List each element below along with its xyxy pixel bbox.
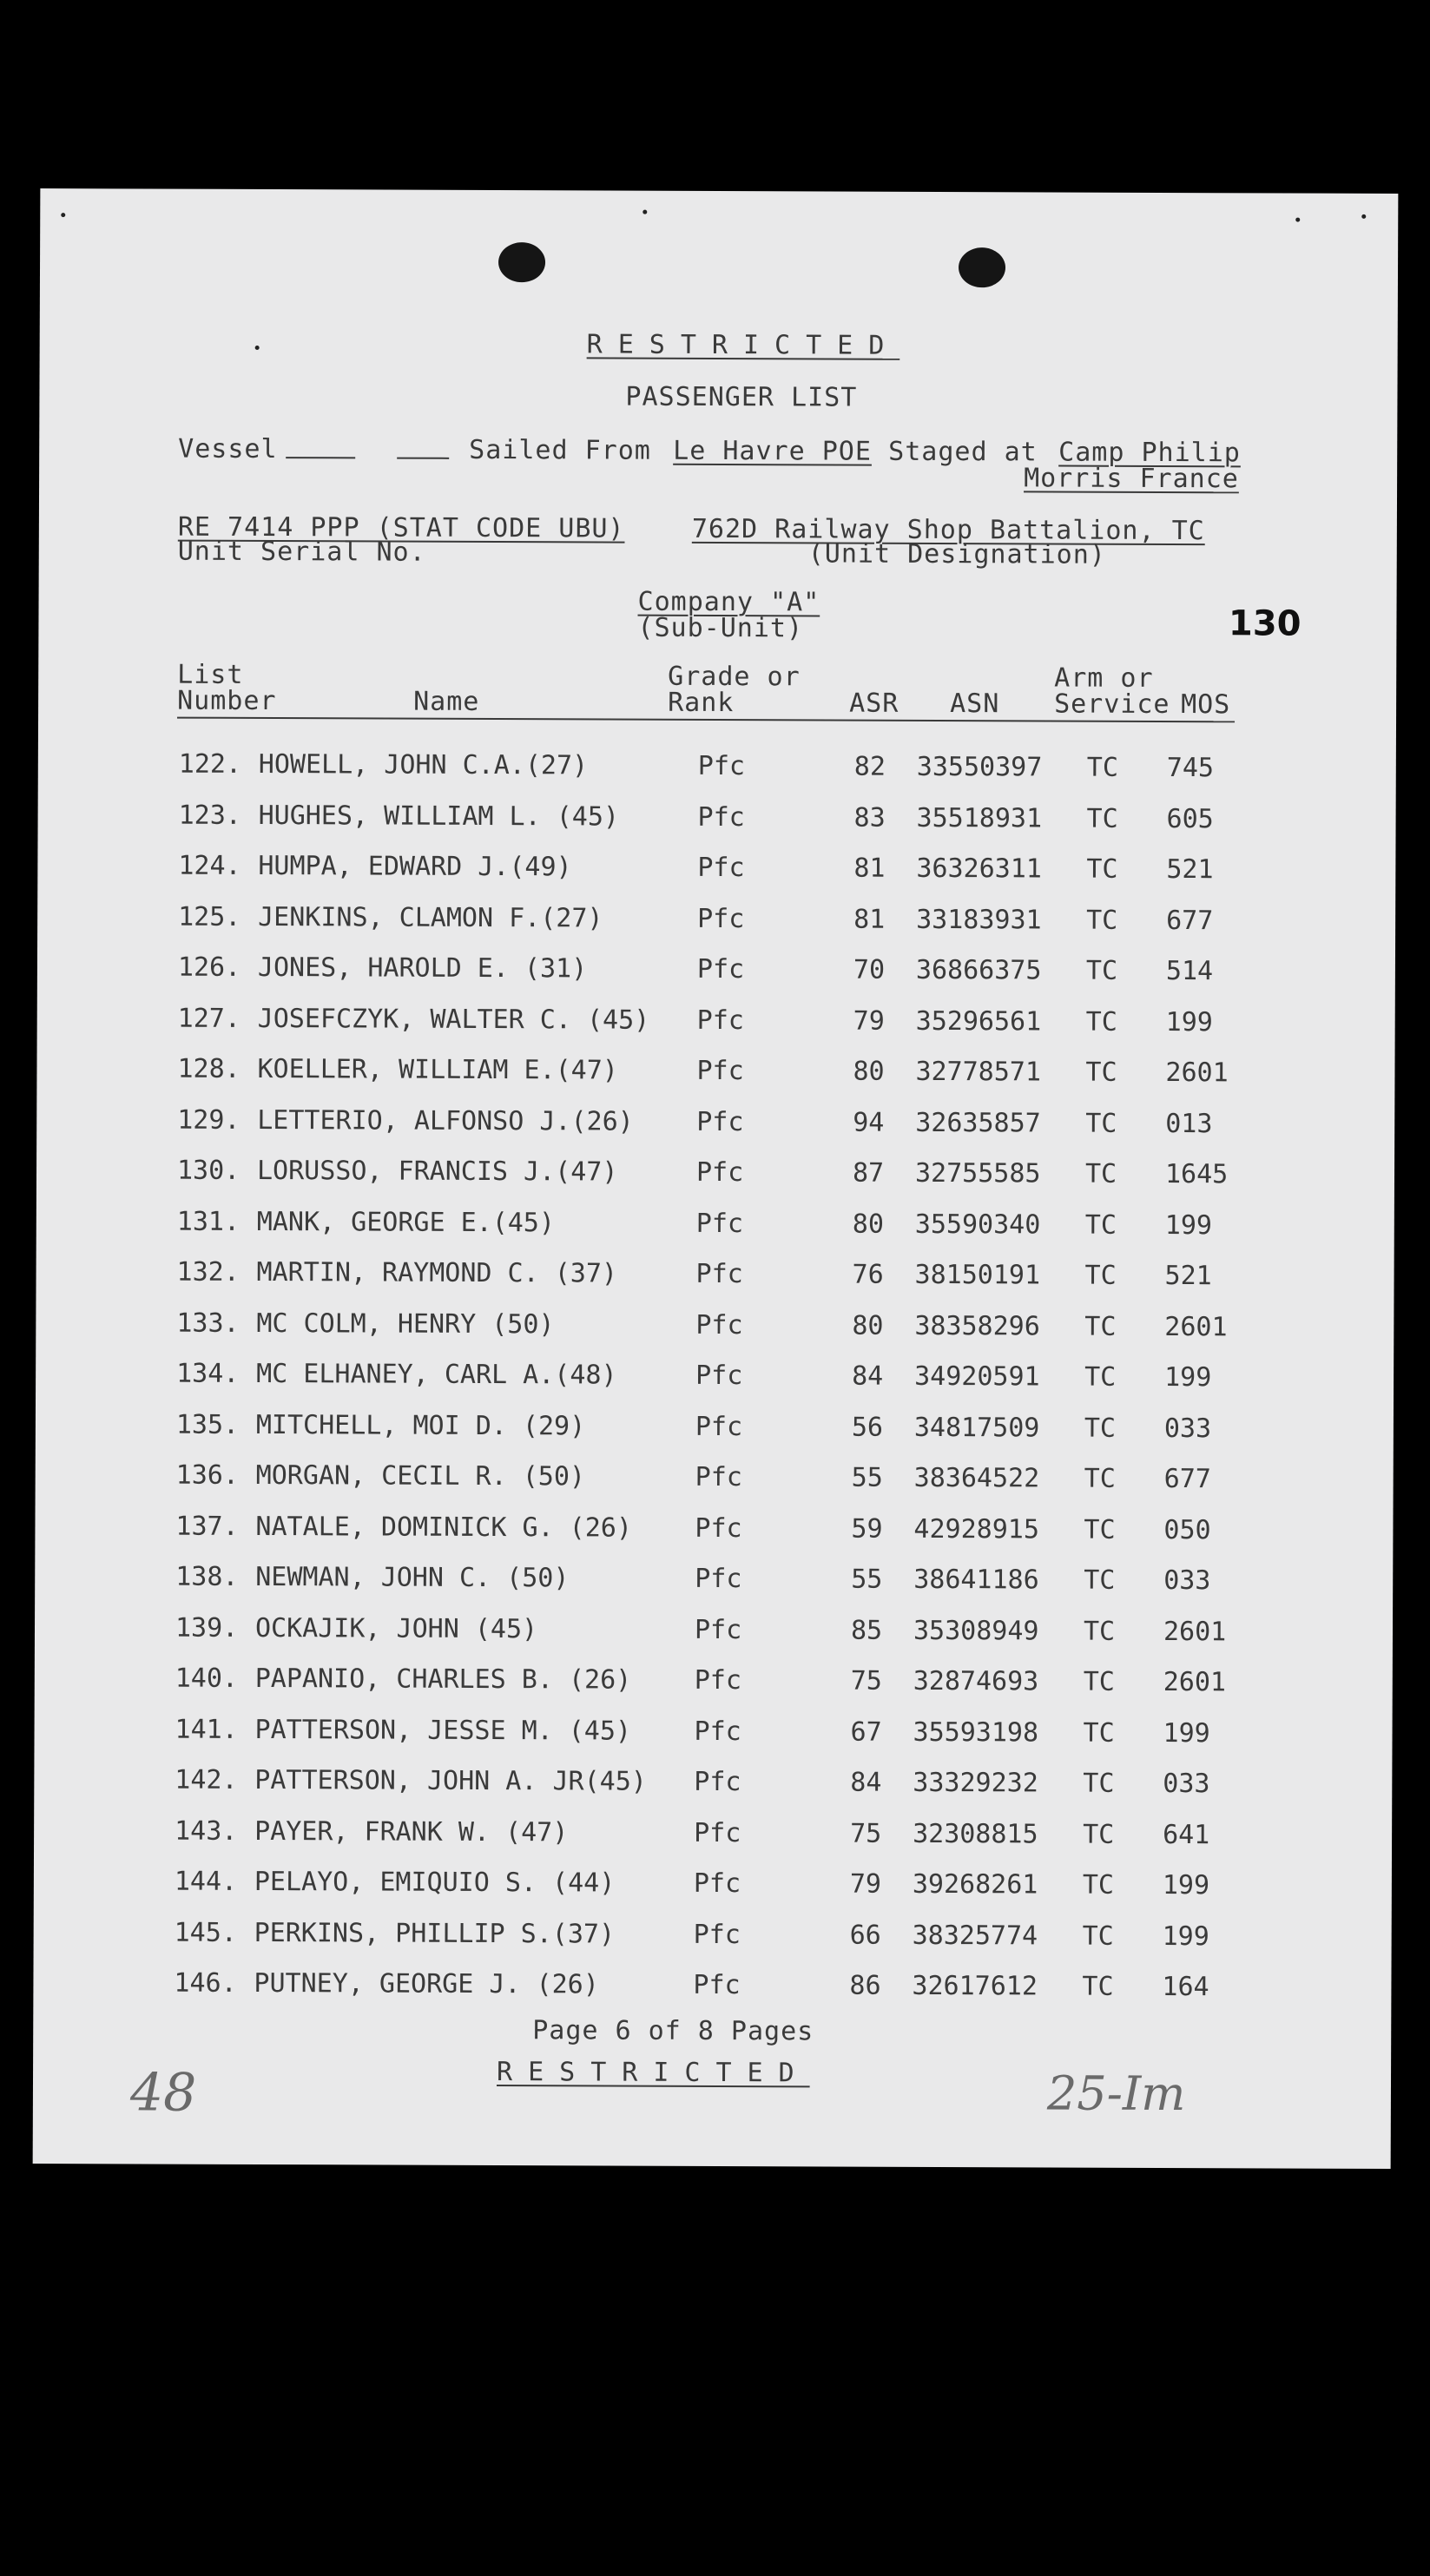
sailed-from-value: Le Havre POE bbox=[673, 435, 873, 467]
staged-at-label: Staged at bbox=[888, 436, 1038, 468]
row-name: PELAYO, EMIQUIO S. (44) bbox=[254, 1866, 616, 1899]
header-name: Name bbox=[413, 686, 480, 717]
row-mos: 745 bbox=[1166, 752, 1215, 784]
row-number: 127. bbox=[177, 1003, 241, 1034]
row-grade: Pfc bbox=[695, 1258, 743, 1290]
row-arm: TC bbox=[1086, 752, 1119, 783]
row-mos: 677 bbox=[1166, 905, 1214, 936]
row-mos: 033 bbox=[1163, 1413, 1212, 1444]
row-number: 128. bbox=[177, 1053, 241, 1084]
row-arm: TC bbox=[1083, 1768, 1115, 1799]
punch-hole bbox=[959, 247, 1005, 287]
table-row bbox=[36, 1307, 1338, 1347]
footer-restricted: RESTRICTED bbox=[496, 2057, 810, 2089]
row-name: JOSEFCZYK, WALTER C. (45) bbox=[257, 1003, 650, 1036]
table-row bbox=[36, 1408, 1338, 1448]
row-asr: 80 bbox=[852, 1310, 884, 1341]
row-number: 125. bbox=[178, 901, 241, 932]
row-name: MC COLM, HENRY (50) bbox=[256, 1308, 555, 1340]
table-row bbox=[34, 1866, 1336, 1906]
handwritten-note-left: 48 bbox=[129, 2062, 197, 2124]
row-asn: 32635857 bbox=[915, 1107, 1041, 1138]
stamp-number: 130 bbox=[1228, 603, 1301, 644]
sub-unit-label: (Sub-Unit) bbox=[637, 612, 804, 644]
row-arm: TC bbox=[1083, 1666, 1115, 1697]
row-number: 137. bbox=[175, 1511, 239, 1542]
row-asn: 38364522 bbox=[913, 1462, 1040, 1494]
row-mos: 199 bbox=[1162, 1920, 1209, 1952]
table-row bbox=[36, 1256, 1338, 1296]
row-grade: Pfc bbox=[697, 903, 745, 934]
row-arm: TC bbox=[1084, 1565, 1116, 1596]
row-asr: 66 bbox=[849, 1920, 881, 1951]
punch-hole bbox=[498, 242, 545, 282]
table-row bbox=[37, 1002, 1340, 1042]
row-number: 124. bbox=[178, 850, 241, 881]
row-asn: 33329232 bbox=[913, 1767, 1038, 1799]
row-mos: 033 bbox=[1163, 1565, 1211, 1597]
table-row bbox=[34, 1764, 1336, 1804]
row-grade: Pfc bbox=[695, 1461, 742, 1493]
row-number: 123. bbox=[178, 800, 241, 831]
header-arm-line1: Arm or bbox=[1054, 662, 1154, 694]
row-mos: 050 bbox=[1163, 1514, 1211, 1545]
row-arm: TC bbox=[1084, 1413, 1117, 1444]
row-asr: 82 bbox=[853, 751, 886, 782]
header-restricted: RESTRICTED bbox=[586, 329, 900, 361]
table-row bbox=[36, 1358, 1338, 1398]
handwritten-note-right: 25-Im bbox=[1046, 2065, 1186, 2122]
row-grade: Pfc bbox=[693, 1868, 741, 1900]
row-asn: 32308815 bbox=[913, 1818, 1038, 1849]
header-arm-line2: Service bbox=[1054, 688, 1170, 721]
table-row bbox=[33, 1967, 1335, 2007]
row-mos: 199 bbox=[1164, 1209, 1213, 1241]
row-mos: 605 bbox=[1166, 803, 1214, 834]
row-number: 136. bbox=[175, 1459, 240, 1491]
row-name: PAPANIO, CHARLES B. (26) bbox=[254, 1663, 632, 1696]
row-arm: TC bbox=[1082, 1920, 1114, 1952]
table-row bbox=[37, 900, 1340, 940]
row-asn: 35308949 bbox=[913, 1615, 1039, 1646]
row-arm: TC bbox=[1085, 1108, 1117, 1139]
row-number: 133. bbox=[176, 1308, 240, 1339]
row-asn: 38325774 bbox=[912, 1920, 1038, 1951]
table-row bbox=[35, 1510, 1337, 1550]
row-name: PAYER, FRANK W. (47) bbox=[254, 1815, 569, 1848]
staged-at-value-line1: Camp Philip bbox=[1058, 437, 1241, 469]
row-number: 138. bbox=[175, 1561, 239, 1592]
row-mos: 521 bbox=[1164, 1260, 1212, 1292]
row-arm: TC bbox=[1084, 1260, 1117, 1291]
row-mos: 033 bbox=[1163, 1768, 1210, 1800]
row-arm: TC bbox=[1084, 1463, 1116, 1494]
row-number: 134. bbox=[176, 1358, 240, 1389]
row-name: MORGAN, CECIL R. (50) bbox=[255, 1459, 586, 1492]
row-asn: 39268261 bbox=[912, 1868, 1038, 1901]
row-number: 143. bbox=[175, 1815, 238, 1847]
row-grade: Pfc bbox=[696, 1106, 744, 1137]
row-mos: 199 bbox=[1162, 1869, 1210, 1901]
row-asn: 32778571 bbox=[915, 1056, 1042, 1088]
row-number: 144. bbox=[174, 1866, 238, 1897]
row-name: JENKINS, CLAMON F.(27) bbox=[258, 901, 603, 934]
row-number: 131. bbox=[176, 1206, 241, 1237]
row-asn: 36326311 bbox=[916, 853, 1042, 885]
row-asr: 84 bbox=[852, 1360, 884, 1392]
row-arm: TC bbox=[1083, 1717, 1115, 1749]
row-name: PATTERSON, JOHN A. JR(45) bbox=[254, 1764, 647, 1797]
sub-unit-value: Company "A" bbox=[637, 586, 820, 618]
row-asr: 87 bbox=[852, 1157, 885, 1189]
row-grade: Pfc bbox=[695, 1563, 742, 1595]
row-asr: 59 bbox=[851, 1513, 883, 1545]
row-name: PUTNEY, GEORGE J. (26) bbox=[254, 1967, 599, 2000]
row-asn: 34920591 bbox=[914, 1360, 1040, 1393]
row-asn: 38150191 bbox=[914, 1259, 1041, 1291]
row-name: NEWMAN, JOHN C. (50) bbox=[255, 1561, 570, 1594]
row-asr: 55 bbox=[851, 1564, 883, 1595]
row-mos: 1645 bbox=[1164, 1158, 1229, 1190]
row-number: 142. bbox=[175, 1764, 238, 1795]
unit-serial-value: RE 7414 PPP (STAT CODE UBU) bbox=[177, 511, 625, 544]
row-grade: Pfc bbox=[693, 1969, 741, 2001]
row-arm: TC bbox=[1082, 1869, 1115, 1901]
row-asr: 84 bbox=[850, 1767, 882, 1798]
header-mos: MOS bbox=[1181, 689, 1231, 721]
table-row bbox=[37, 850, 1340, 890]
row-asn: 35593198 bbox=[913, 1716, 1039, 1748]
row-arm: TC bbox=[1084, 1209, 1117, 1241]
row-asn: 38358296 bbox=[914, 1310, 1040, 1341]
row-arm: TC bbox=[1084, 1361, 1117, 1393]
row-grade: Pfc bbox=[695, 1360, 743, 1392]
row-asr: 76 bbox=[852, 1259, 884, 1290]
row-grade: Pfc bbox=[694, 1817, 741, 1848]
vessel-label: Vessel bbox=[178, 433, 278, 465]
row-name: JONES, HAROLD E. (31) bbox=[257, 952, 588, 985]
vessel-blank bbox=[397, 458, 449, 459]
table-row bbox=[38, 800, 1341, 840]
row-name: LETTERIO, ALFONSO J.(26) bbox=[257, 1104, 634, 1137]
row-grade: Pfc bbox=[695, 1208, 744, 1239]
document-sheet bbox=[33, 188, 1399, 2169]
row-name: HOWELL, JOHN C.A.(27) bbox=[258, 748, 589, 781]
row-asn: 33183931 bbox=[916, 904, 1042, 935]
row-asr: 85 bbox=[850, 1615, 883, 1646]
table-row bbox=[36, 1205, 1339, 1245]
row-mos: 199 bbox=[1164, 1361, 1212, 1393]
row-mos: 514 bbox=[1165, 955, 1214, 987]
row-arm: TC bbox=[1082, 1971, 1114, 2002]
header-asn: ASN bbox=[950, 688, 1000, 720]
row-asn: 32755585 bbox=[914, 1157, 1041, 1189]
row-asr: 80 bbox=[852, 1209, 884, 1240]
row-arm: TC bbox=[1083, 1616, 1116, 1647]
row-asn: 42928915 bbox=[913, 1513, 1040, 1545]
row-asr: 81 bbox=[853, 904, 886, 935]
row-asr: 70 bbox=[853, 954, 886, 985]
row-grade: Pfc bbox=[696, 953, 745, 985]
row-grade: Pfc bbox=[693, 1919, 741, 1950]
row-grade: Pfc bbox=[694, 1766, 741, 1798]
row-asr: 94 bbox=[853, 1107, 885, 1138]
row-name: NATALE, DOMINICK G. (26) bbox=[255, 1511, 633, 1544]
row-mos: 677 bbox=[1163, 1463, 1211, 1495]
row-grade: Pfc bbox=[695, 1411, 743, 1442]
table-row bbox=[34, 1916, 1336, 1956]
row-number: 132. bbox=[176, 1256, 240, 1288]
row-arm: TC bbox=[1085, 1006, 1117, 1038]
row-mos: 521 bbox=[1166, 853, 1214, 886]
row-number: 130. bbox=[176, 1155, 241, 1186]
row-number: 146. bbox=[174, 1967, 237, 1999]
row-name: LORUSSO, FRANCIS J.(47) bbox=[256, 1155, 618, 1188]
row-mos: 641 bbox=[1163, 1819, 1210, 1850]
table-row bbox=[35, 1611, 1337, 1651]
row-number: 135. bbox=[175, 1409, 240, 1440]
row-arm: TC bbox=[1086, 853, 1118, 885]
row-name: PATTERSON, JESSE M. (45) bbox=[254, 1714, 632, 1747]
table-row bbox=[36, 1053, 1339, 1093]
row-grade: Pfc bbox=[697, 750, 746, 782]
row-number: 141. bbox=[175, 1714, 238, 1745]
speck bbox=[255, 346, 260, 350]
vessel-blank bbox=[286, 457, 355, 458]
header-grade-line1: Grade or bbox=[668, 661, 801, 693]
row-grade: Pfc bbox=[694, 1664, 742, 1696]
table-row bbox=[36, 1155, 1339, 1195]
row-grade: Pfc bbox=[696, 1055, 744, 1087]
row-arm: TC bbox=[1085, 955, 1118, 986]
row-mos: 2601 bbox=[1163, 1616, 1227, 1647]
row-mos: 013 bbox=[1165, 1108, 1213, 1139]
row-asr: 55 bbox=[851, 1462, 883, 1493]
row-asn: 36866375 bbox=[915, 954, 1042, 986]
table-row bbox=[37, 952, 1340, 992]
row-mos: 199 bbox=[1165, 1006, 1213, 1038]
row-asn: 35296561 bbox=[915, 1005, 1042, 1037]
row-asr: 79 bbox=[853, 1005, 885, 1037]
speck bbox=[61, 213, 65, 217]
row-grade: Pfc bbox=[695, 1156, 744, 1189]
row-asr: 56 bbox=[851, 1412, 884, 1443]
row-arm: TC bbox=[1086, 803, 1118, 834]
row-mos: 164 bbox=[1162, 1971, 1209, 2003]
row-asr: 75 bbox=[850, 1665, 882, 1696]
row-grade: Pfc bbox=[695, 1309, 743, 1341]
row-mos: 2601 bbox=[1163, 1666, 1227, 1698]
row-asn: 38641186 bbox=[913, 1564, 1039, 1596]
row-name: MITCHELL, MOI D. (29) bbox=[255, 1409, 586, 1441]
header-grade-line2: Rank bbox=[668, 687, 735, 719]
table-row bbox=[38, 748, 1341, 788]
row-mos: 199 bbox=[1163, 1717, 1210, 1749]
row-name: OCKAJIK, JOHN (45) bbox=[254, 1612, 538, 1644]
row-number: 126. bbox=[177, 952, 241, 983]
row-name: KOELLER, WILLIAM E.(47) bbox=[257, 1053, 618, 1086]
header-asr: ASR bbox=[849, 688, 900, 719]
row-arm: TC bbox=[1085, 1057, 1117, 1088]
speck bbox=[1361, 214, 1366, 219]
row-grade: Pfc bbox=[697, 801, 745, 833]
table-row bbox=[35, 1663, 1337, 1703]
row-name: PERKINS, PHILLIP S.(37) bbox=[254, 1917, 616, 1950]
staged-at-value-line2: Morris France bbox=[1024, 463, 1239, 495]
row-arm: TC bbox=[1084, 1311, 1117, 1342]
row-asr: 83 bbox=[853, 802, 886, 833]
row-name: MANK, GEORGE E.(45) bbox=[256, 1206, 556, 1238]
row-asn: 35590340 bbox=[914, 1209, 1041, 1240]
row-asn: 34817509 bbox=[913, 1412, 1040, 1443]
row-arm: TC bbox=[1086, 905, 1118, 936]
header-list-number-line2: Number bbox=[177, 685, 277, 717]
row-asn: 32617612 bbox=[912, 1970, 1038, 2002]
row-number: 129. bbox=[177, 1104, 241, 1136]
row-asn: 32874693 bbox=[913, 1665, 1039, 1697]
document-title: PASSENGER LIST bbox=[625, 381, 858, 413]
row-asn: 33550397 bbox=[916, 751, 1043, 783]
row-asr: 86 bbox=[849, 1970, 881, 2001]
table-row bbox=[36, 1459, 1338, 1499]
row-name: HUGHES, WILLIAM L. (45) bbox=[258, 800, 620, 833]
speck bbox=[643, 210, 647, 214]
row-name: HUMPA, EDWARD J.(49) bbox=[258, 850, 572, 883]
footer-page: Page 6 of 8 Pages bbox=[532, 2015, 814, 2047]
row-asn: 35518931 bbox=[916, 802, 1043, 833]
row-grade: Pfc bbox=[695, 1512, 742, 1544]
row-name: MARTIN, RAYMOND C. (37) bbox=[256, 1256, 618, 1289]
row-number: 122. bbox=[178, 748, 242, 780]
row-asr: 67 bbox=[850, 1716, 882, 1748]
row-asr: 80 bbox=[853, 1056, 885, 1087]
row-name: MC ELHANEY, CARL A.(48) bbox=[256, 1358, 617, 1391]
row-grade: Pfc bbox=[697, 852, 745, 884]
row-arm: TC bbox=[1084, 1514, 1116, 1545]
unit-serial-label: Unit Serial No. bbox=[177, 536, 426, 568]
row-number: 145. bbox=[174, 1917, 237, 1948]
unit-designation-value: 762D Railway Shop Battalion, TC bbox=[691, 513, 1205, 547]
header-list-number-line1: List bbox=[177, 659, 244, 690]
row-asr: 75 bbox=[850, 1818, 882, 1849]
table-row bbox=[35, 1561, 1337, 1601]
row-number: 140. bbox=[175, 1663, 239, 1694]
table-row bbox=[36, 1104, 1339, 1143]
speck bbox=[1295, 218, 1300, 222]
row-number: 139. bbox=[175, 1612, 239, 1644]
row-asr: 79 bbox=[849, 1868, 882, 1900]
sailed-from-label: Sailed From bbox=[469, 434, 651, 466]
row-asr: 81 bbox=[853, 853, 886, 884]
table-row bbox=[34, 1815, 1336, 1855]
row-mos: 2601 bbox=[1165, 1057, 1229, 1089]
row-grade: Pfc bbox=[694, 1716, 741, 1747]
row-grade: Pfc bbox=[694, 1614, 742, 1645]
row-arm: TC bbox=[1083, 1819, 1115, 1850]
row-grade: Pfc bbox=[696, 1005, 744, 1036]
table-row bbox=[34, 1713, 1336, 1753]
unit-designation-label: (Unit Designation) bbox=[807, 538, 1106, 570]
row-arm: TC bbox=[1084, 1158, 1117, 1189]
row-mos: 2601 bbox=[1164, 1311, 1228, 1342]
